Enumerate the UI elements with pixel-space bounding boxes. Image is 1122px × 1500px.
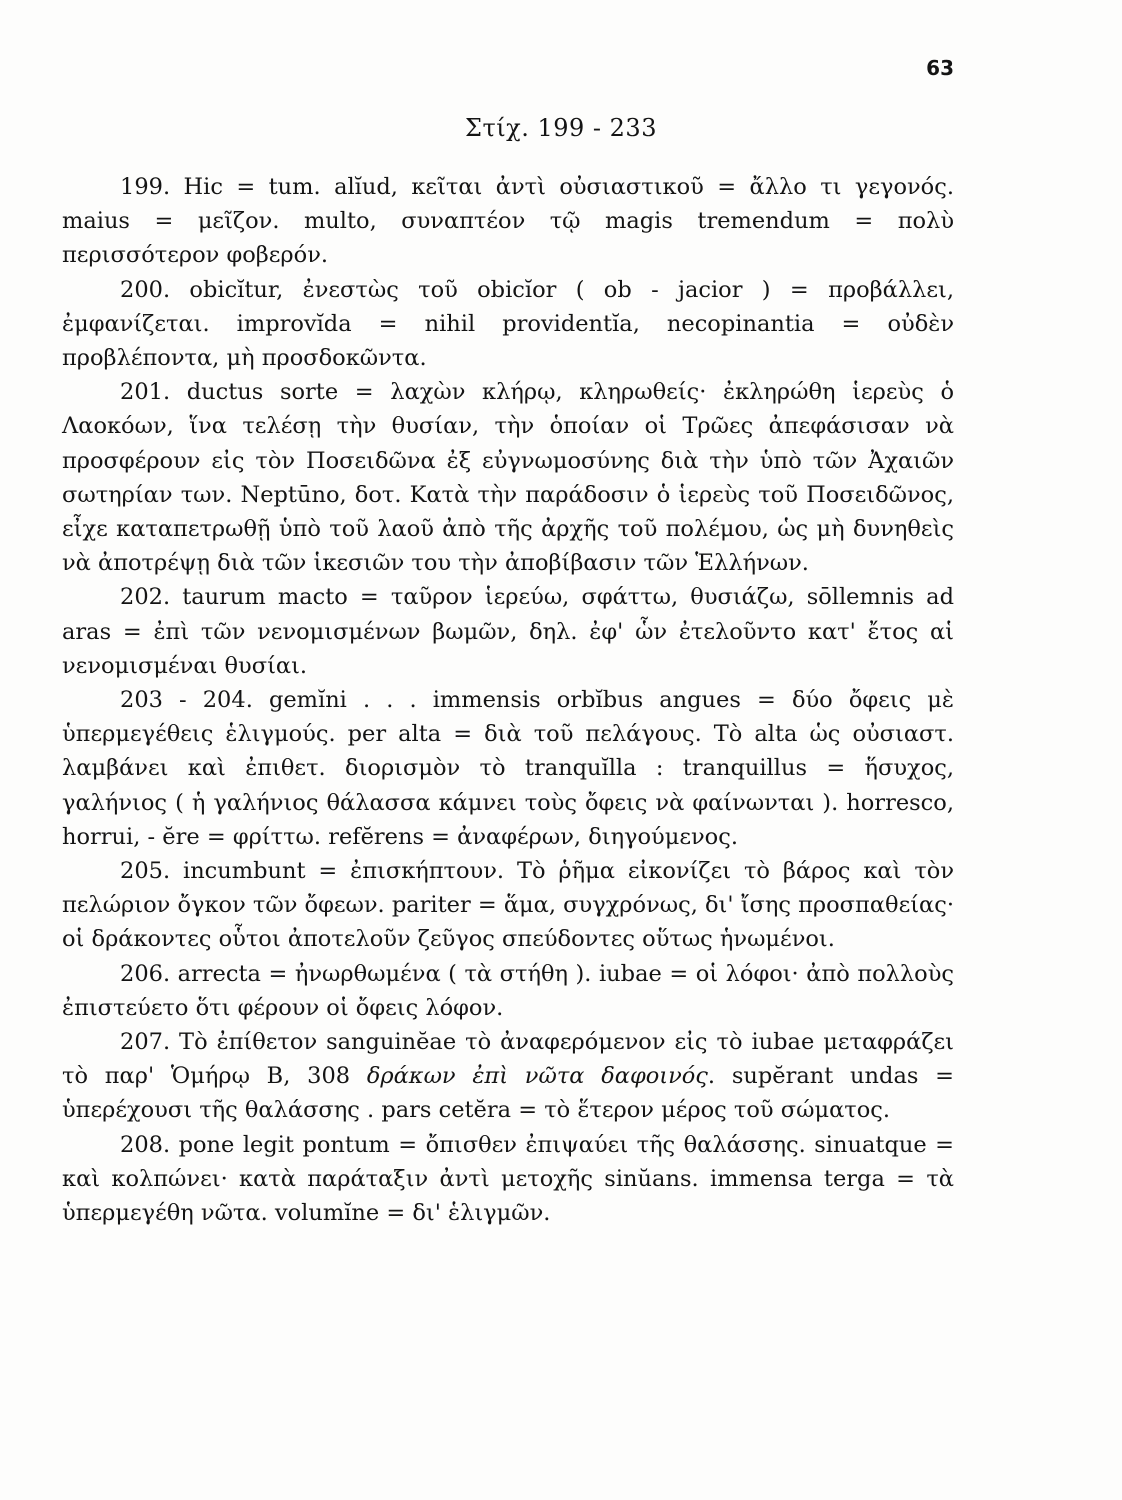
commentary-entry-202: 202. taurum macto = ταῦρον ἱερεύω, σφάττω, θυσιάζω, sōllemnis ad aras = ἐπὶ τῶν νενομισμένων βωμῶν, δηλ. ἐφ' ὧν ἐτελοῦντο κατ' ἔτος αἱ νενομισμέναι θυσίαι. xyxy=(62,584,954,679)
commentary-entry-205: 205. incumbunt = ἐπισκήπτουν. Τὸ ῥῆμα εἰκονίζει τὸ βάρος καὶ τὸν πελώριον ὄγκον τῶν ὄφεων. pariter = ἅμα, συγχρόνως, δι' ἴσης προσπαθείας· οἱ δράκοντες οὗτοι ἀποτελοῦν ζεῦγος σπεύδοντες οὕτως ἡνωμένοι. xyxy=(62,858,954,953)
commentary-entry-208: 208. pone legit pontum = ὄπισθεν ἐπιψαύει τῆς θαλάσσης. sinuatque = καὶ κολπώνει· κατὰ παράταξιν ἀντὶ μετοχῆς sinŭans. immensa terga = τὰ ὑπερμεγέθη νῶτα. volumĭne = δι' ἑλιγμῶν. xyxy=(62,1131,954,1227)
entry-207-text-after: . supĕrant undas = ὑπερέχουσι τῆς θαλάσσης . pars cetĕra = τὸ ἕτερον μέρος τοῦ σώματος. xyxy=(62,1063,955,1124)
commentary-entry-199: 199. Hic = tum. alĭud, κεῖται ἀντὶ οὐσιαστικοῦ = ἄλλο τι γεγονός. maius = μεῖζον. multo, συναπτέον τῷ magis tremendum = πολὺ περισσότερον φοβερόν. xyxy=(62,174,954,269)
commentary-entry-200: 200. obicĭtur, ἐνεστὼς τοῦ obicĭor ( ob - jacior ) = προβάλλει, ἐμφανίζεται. improvĭda = nihil providentĭa, necopinantia = οὐδὲν προβλέποντα, μὴ προσδοκῶντα. xyxy=(62,276,954,372)
page-title: Στίχ. 199 - 233 xyxy=(465,114,657,142)
commentary-entry-207 xyxy=(62,1025,954,1128)
entry-207-homer-quote: δράκων ἐπὶ νῶτα δαφοινός xyxy=(366,1063,708,1090)
page-number: 63 xyxy=(926,56,954,80)
commentary-entry-203-204: 203 - 204. gemĭni . . . immensis orbĭbus angues = δύο ὄφεις μὲ ὑπερμεγέθεις ἑλιγμούς. per alta = διὰ τοῦ πελάγους. Τὸ alta ὡς οὐσιαστ. λαμβάνει καὶ ἐπιθετ. διορισμὸν τὸ tranquĭlla : tranquillus = ἥσυχος, γαλήνιος ( ἡ γαλήνιος θάλασσα κάμνει τοὺς ὄφεις νὰ φαίνωνται ). horresco, horrui, - ĕre = φρίττω. refĕrens = ἀναφέρων, διηγούμενος. xyxy=(62,687,954,850)
commentary-entry-201: 201. ductus sorte = λαχὼν κλήρῳ, κληρωθείς· ἐκληρώθη ἱερεὺς ὁ Λαοκόων, ἵνα τελέσῃ τὴν θυσίαν, τὴν ὁποίαν οἱ Τρῶες ἀπεφάσισαν νὰ προσφέρουν εἰς τὸν Ποσειδῶνα ἐξ εὐγνωμοσύνης διὰ τὴν ὑπὸ τῶν Ἀχαιῶν σωτηρίαν των. Neptūno, δοτ. Κατὰ τὴν παράδοσιν ὁ ἱερεὺς τοῦ Ποσειδῶνος, εἶχε καταπετρωθῇ ὑπὸ τοῦ λαοῦ ἀπὸ τῆς ἀρχῆς τοῦ πολέμου, ὡς μὴ δυνηθεὶς νὰ ἀποτρέψῃ διὰ τῶν ἱκεσιῶν του τὴν ἀποβίβασιν τῶν Ἑλλήνων. xyxy=(62,379,954,577)
commentary-body xyxy=(62,170,954,1230)
entry-207-text-before: 207. Τὸ ἐπίθετον sanguinĕae τὸ ἀναφερόμενον εἰς τὸ iubae μεταφράζει τὸ παρ' Ὁμήρῳ Β, 308 xyxy=(62,1029,954,1090)
commentary-entry-206: 206. arrecta = ἠνωρθωμένα ( τὰ στήθη ). iubae = οἱ λόφοι· ἀπὸ πολλοὺς ἐπιστεύετο ὅτι φέρουν οἱ ὄφεις λόφον. xyxy=(62,960,954,1021)
